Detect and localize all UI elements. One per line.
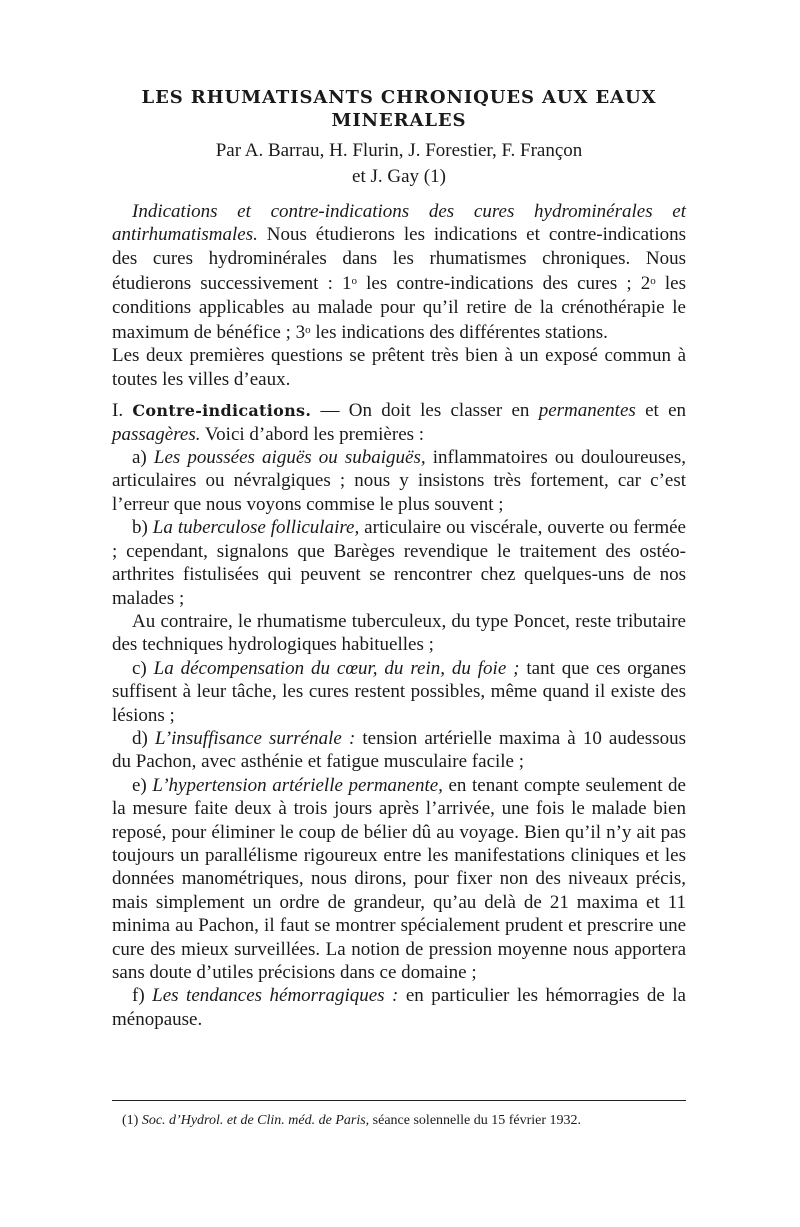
- item-d-label: d): [132, 727, 155, 749]
- intro-text-2: les contre-indications des cures ; 2: [357, 273, 651, 295]
- item-a-label: a): [132, 447, 154, 469]
- item-c: [112, 657, 686, 727]
- section-text-1: — On doit les classer en: [311, 400, 539, 422]
- footnote-source: Soc. d’Hydrol. et de Clin. méd. de Paris,: [141, 1113, 370, 1128]
- authors: [112, 138, 686, 190]
- item-c-label: c): [132, 657, 154, 679]
- section-text-3: Voici d’abord les premières :: [200, 423, 425, 445]
- item-b-label: b): [132, 517, 153, 539]
- intro-paragraph: [112, 200, 686, 344]
- footnote: [122, 1112, 686, 1130]
- section-italic-1: permanentes: [538, 400, 636, 422]
- item-d: [112, 727, 686, 774]
- intro-text-3: les conditions applicables au malade pour qu’il retire de la crénothérapie le maximum de bénéfice ; 3: [112, 273, 687, 344]
- intro-paragraph-2: Les deux premières questions se prêtent très bien à un exposé commun à toutes les villes d’eaux.: [112, 345, 686, 390]
- item-e-label: e): [132, 774, 153, 796]
- item-b-text: articulaire ou viscérale, ouverte ou fermée ; cependant, signalons que Barèges revendique le traitement des ostéo-arthrites fistulisées qui peuvent se rencontrer chez quelques-uns de nos malades ;: [112, 517, 686, 609]
- section-paragraph: [112, 399, 686, 446]
- section-heading: Contre-indications.: [132, 401, 312, 421]
- item-b: [112, 516, 686, 610]
- title-line-2: MINERALES: [331, 110, 467, 131]
- title-line-1: LES RHUMATISANTS CHRONIQUES AUX EAUX: [141, 87, 657, 108]
- item-f-text: en particulier les hémorragies de la ménopause.: [112, 985, 686, 1030]
- item-b-note: Au contraire, le rhumatisme tuberculeux, du type Poncet, reste tributaire des techniques hydrologiques habituelles ;: [112, 610, 686, 656]
- article-body: [112, 200, 686, 1031]
- item-d-text: tension artérielle maxima à 10 audessous du Pachon, avec asthénie et fatigue musculaire facile ;: [112, 727, 686, 773]
- footnote-divider: [112, 1100, 686, 1101]
- item-a-title: Les poussées aiguës ou subaiguës,: [153, 447, 426, 469]
- section-number: I.: [112, 400, 124, 422]
- item-f: [112, 984, 686, 1031]
- item-c-text: tant que ces organes suffisent à leur tâche, les cures restent possibles, même quand il existe des lésions ;: [112, 657, 686, 726]
- ordinal-3: o: [305, 324, 311, 337]
- item-a: [112, 446, 686, 516]
- authors-line-2: et J. Gay (1): [352, 166, 446, 187]
- item-a-text: inflammatoires ou douloureuses, articulaires ou névralgiques ; nous y insistons très fortement, car c’est l’erreur que nous voyons commise le plus souvent ;: [112, 447, 686, 515]
- item-d-title: L’insuffisance surrénale :: [154, 727, 356, 749]
- footnote-marker: (1): [122, 1113, 142, 1128]
- authors-line-1: Par A. Barrau, H. Flurin, J. Forestier, F. Françon: [215, 140, 583, 161]
- intro-lead: Indications et contre-indications des cures hydrominérales et antirhumatismales.: [112, 201, 686, 246]
- section-italic-2: passagères.: [112, 423, 201, 445]
- footnote-text: séance solennelle du 15 février 1932.: [369, 1113, 582, 1128]
- item-e-title: L’hypertension artérielle permanente,: [152, 774, 443, 796]
- intro-text: Nous étudierons les indications et contre-indications des cures hydrominérales dans les rhumatismes chroniques. Nous étudierons successivement : 1: [112, 224, 686, 295]
- section-text-2: et en: [635, 400, 687, 422]
- item-b-title: La tuberculose folliculaire,: [152, 517, 360, 539]
- article: [112, 86, 686, 1031]
- item-c-title: La décompensation du cœur, du rein, du foie ;: [153, 657, 520, 679]
- ordinal-2: o: [650, 275, 656, 288]
- item-f-title: Les tendances hémorragiques :: [152, 985, 399, 1007]
- intro-text-4: les indications des différentes stations.: [310, 322, 608, 344]
- item-e: [112, 774, 686, 985]
- item-e-text: en tenant compte seulement de la mesure faite deux à trois jours après l’arrivée, une fois le malade bien reposé, pour éliminer le coup de bélier dû au voyage. Bien qu’il n’y ait pas toujours un parallélisme rigoureux entre les manifestations cliniques et les données manométriques, nous dirons, pour fixer non des niveaux précis, mais simplement un ordre de grandeur, qu’au delà de 21 maxima et 11 minima au Pachon, il faut se montrer spécialement prudent et prescrire une cure des mieux surveillées. La notion de pression moyenne nous apportera sans doute d’utiles précisions dans ce domaine ;: [112, 774, 686, 983]
- item-f-label: f): [132, 985, 153, 1007]
- ordinal-1: o: [351, 275, 357, 288]
- article-title: [112, 86, 686, 132]
